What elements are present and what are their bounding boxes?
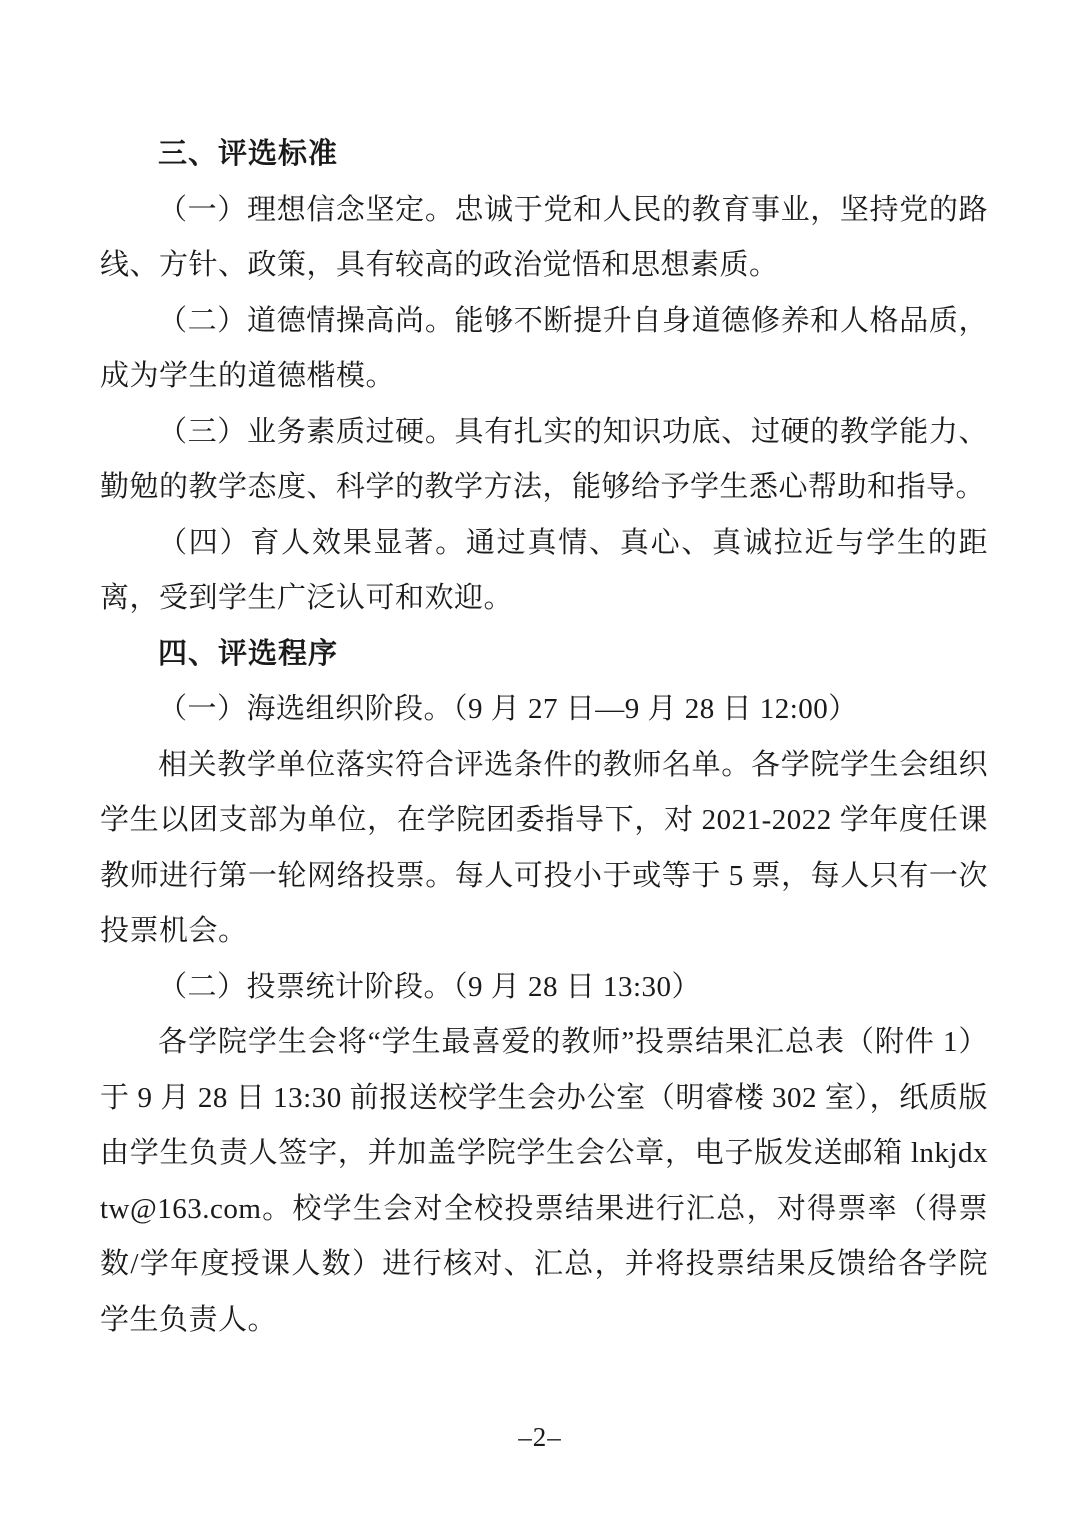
paragraph-criterion-2: （二）道德情操高尚。能够不断提升自身道德修养和人格品质，成为学生的道德楷模。 <box>100 304 988 392</box>
section-heading-criteria: 三、评选标准 <box>158 138 339 170</box>
page-number: –2– <box>518 1422 562 1452</box>
paragraph-criterion-4: （四）育人效果显著。通过真情、真心、真诚拉近与学生的距离，受到学生广泛认可和欢迎。 <box>100 526 988 614</box>
paragraph-stage-1-title: （一）海选组织阶段。（9 月 27 日—9 月 28 日 12:00） <box>158 693 858 725</box>
document-body <box>100 127 988 1348</box>
paragraph-stage-1-detail: 相关教学单位落实符合评选条件的教师名单。各学院学生会组织学生以团支部为单位，在学院团委指导下，对 2021-2022 学年度任课教师进行第一轮网络投票。每人可投小于或等于 5 票，每人只有一次投票机会。 <box>100 748 988 947</box>
paragraph-stage-2-detail: 各学院学生会将“学生最喜爱的教师”投票结果汇总表（附件 1）于 9 月 28 日 13:30 前报送校学生会办公室（明睿楼 302 室），纸质版由学生负责人签字，并加盖学院学生会公章，电子版发送邮箱 lnkjdxtw@163.com。校学生会对全校投票结果进行汇总，对得票率（得票数/学年度授课人数）进行核对、汇总，并将投票结果反馈给各学院学生负责人。 <box>100 1026 988 1336</box>
paragraph-criterion-1: （一）理想信念坚定。忠诚于党和人民的教育事业，坚持党的路线、方针、政策，具有较高的政治觉悟和思想素质。 <box>100 193 988 281</box>
section-heading-procedure: 四、评选程序 <box>158 637 339 670</box>
paragraph-stage-2-title: （二）投票统计阶段。（9 月 28 日 13:30） <box>158 970 702 1003</box>
paragraph-criterion-3: （三）业务素质过硬。具有扎实的知识功底、过硬的教学能力、勤勉的教学态度、科学的教学方法，能够给予学生悉心帮助和指导。 <box>100 415 988 503</box>
